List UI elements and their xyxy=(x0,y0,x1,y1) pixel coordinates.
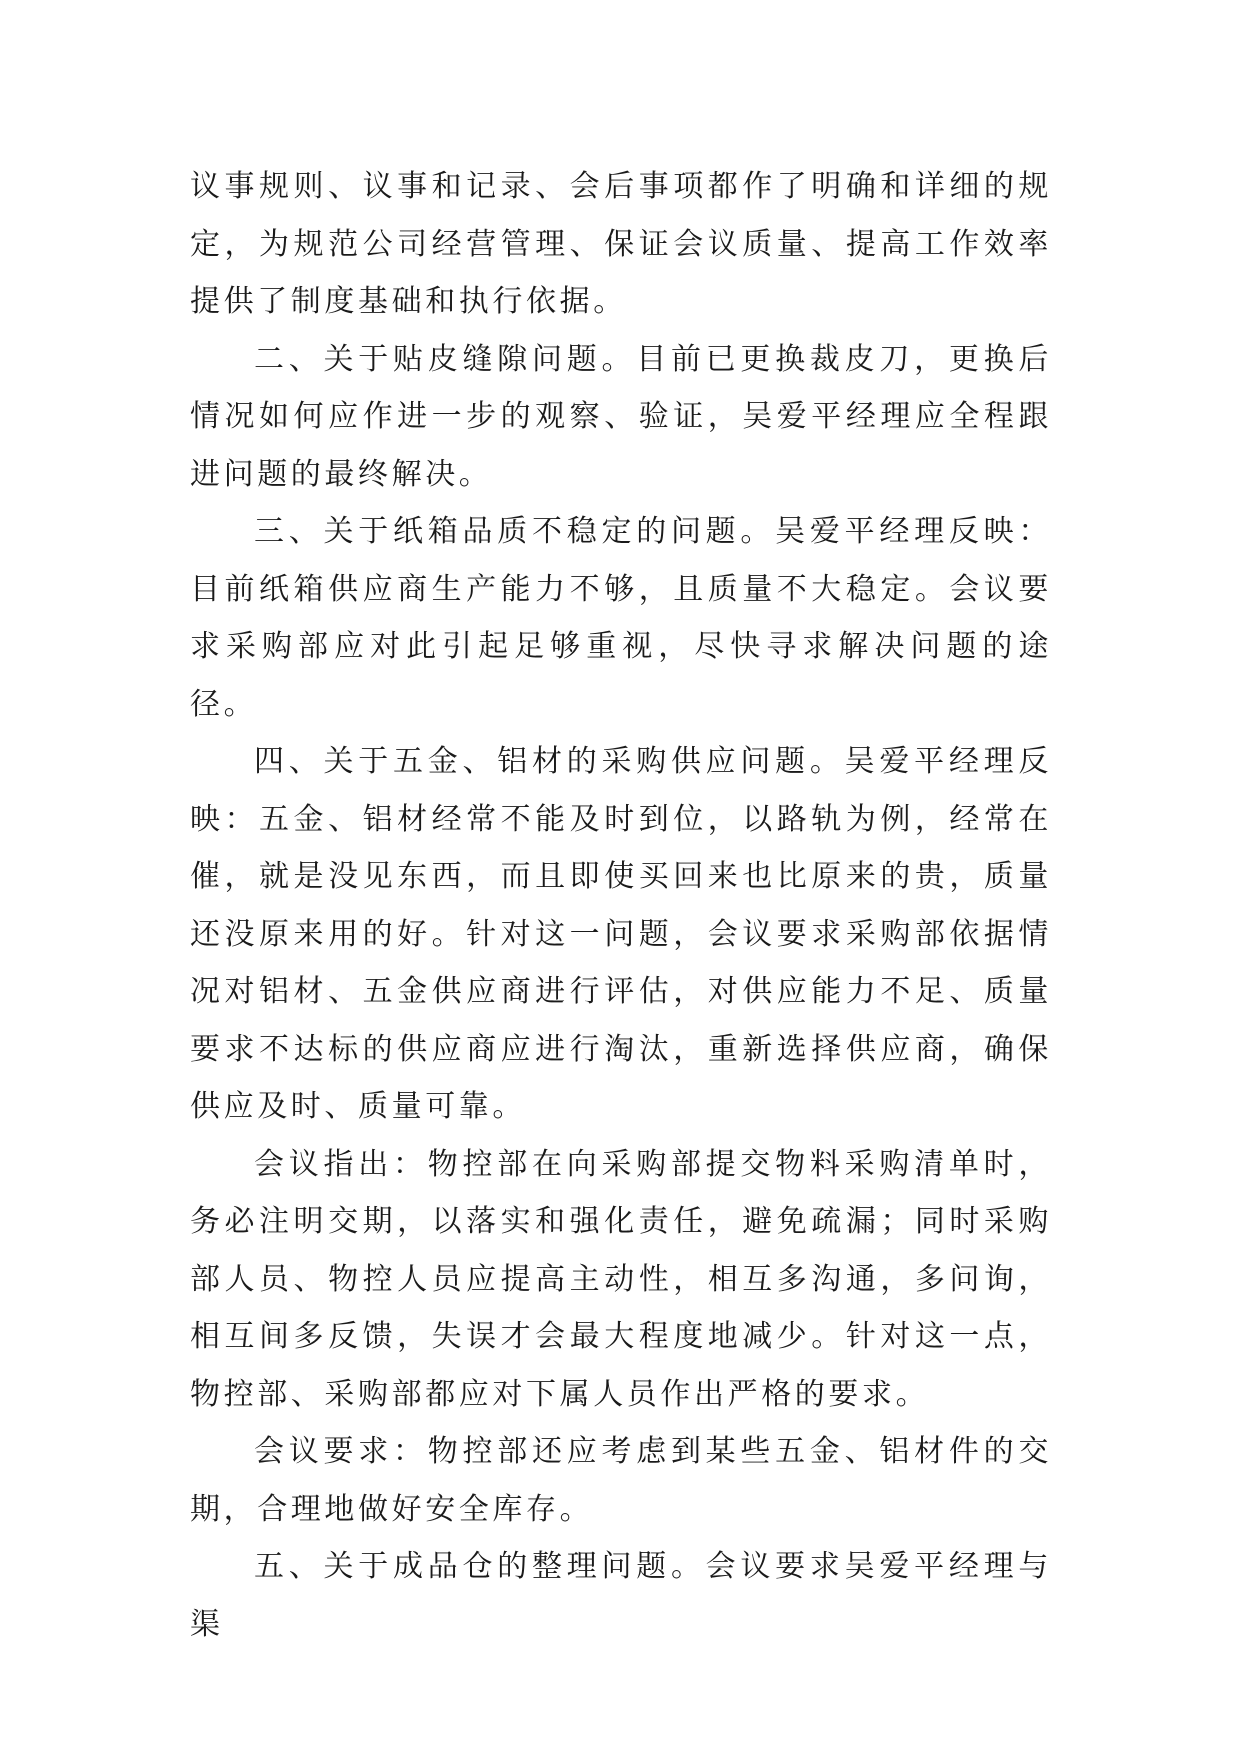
document-body xyxy=(190,158,1052,1653)
paragraph-meeting-requirement: 会议要求：物控部还应考虑到某些五金、铝材件的交期，合理地做好安全库存。 xyxy=(190,1434,1052,1527)
paragraph-item-2-seam-gap: 二、关于贴皮缝隙问题。目前已更换裁皮刀，更换后情况如何应作进一步的观察、验证，吴爱平经理应全程跟进问题的最终解决。 xyxy=(190,341,1052,492)
paragraph-item-3-carton-quality: 三、关于纸箱品质不稳定的问题。吴爱平经理反映：目前纸箱供应商生产能力不够，且质量不大稳定。会议要求采购部应对此引起足够重视，尽快寻求解决问题的途径。 xyxy=(190,514,1052,722)
paragraph-continuation: 议事规则、议事和记录、会后事项都作了明确和详细的规定，为规范公司经营管理、保证会议质量、提高工作效率提供了制度基础和执行依据。 xyxy=(190,169,1052,319)
paragraph-item-4-hardware-supply: 四、关于五金、铝材的采购供应问题。吴爱平经理反映：五金、铝材经常不能及时到位，以路轨为例，经常在催，就是没见东西，而且即使买回来也比原来的贵，质量还没原来用的好。针对这一问题，会议要求采购部依据情况对铝材、五金供应商进行评估，对供应能力不足、质量要求不达标的供应商应进行淘汰，重新选择供应商，确保供应及时、质量可靠。 xyxy=(190,744,1052,1124)
paragraph-meeting-notes: 会议指出：物控部在向采购部提交物料采购清单时，务必注明交期，以落实和强化责任，避免疏漏；同时采购部人员、物控人员应提高主动性，相互多沟通，多问询，相互间多反馈，失误才会最大程度地减少。针对这一点，物控部、采购部都应对下属人员作出严格的要求。 xyxy=(190,1146,1052,1412)
paragraph-item-5-warehouse: 五、关于成品仓的整理问题。会议要求吴爱平经理与渠 xyxy=(190,1549,1052,1642)
